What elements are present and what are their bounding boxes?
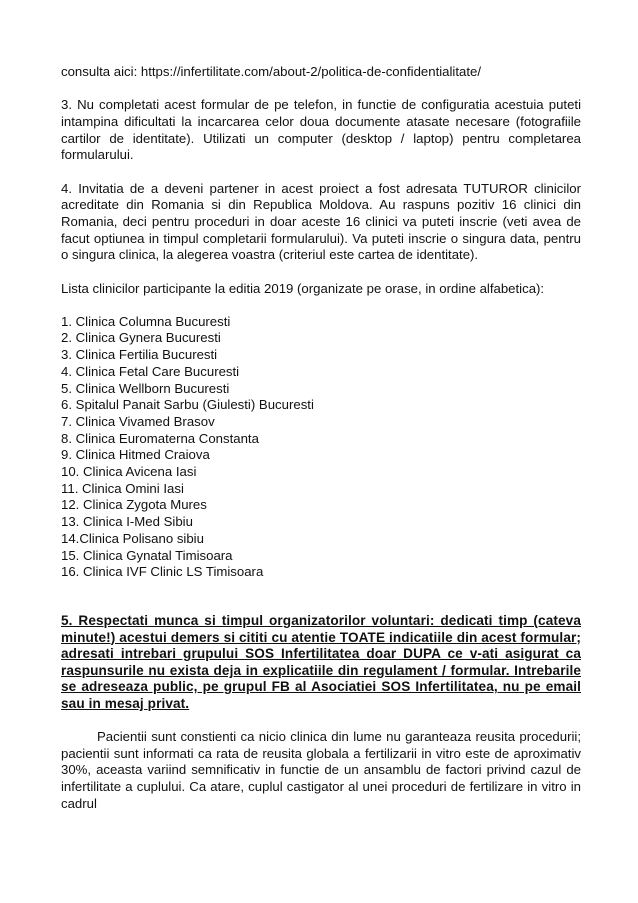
clinic-list-item: 10. Clinica Avicena Iasi	[61, 464, 197, 480]
clinic-list-item: 11. Clinica Omini Iasi	[61, 480, 184, 496]
clinic-list-item: 7. Clinica Vivamed Brasov	[61, 413, 215, 429]
clinic-list-item: 6. Spitalul Panait Sarbu (Giulesti) Bucuresti	[61, 397, 314, 413]
paragraph-5-notice: 5. Respectati munca si timpul organizatorilor voluntari: dedicati timp (cateva minute!) acestui demers si cititi cu atentie TOATE indicatiile din acest formular; adresati intrebari grupului SOS Infertilitatea doar DUPA ce v-ati asigurat ca raspunsurile nu exista deja in explicatiile din regulament / formular. Intrebarile se adreseaza public, pe grupul FB al Asociatiei SOS Infertilitatea, nu pe email sau in mesaj privat.	[61, 612, 581, 711]
privacy-link-line[interactable]: consulta aici: https://infertilitate.com/about-2/politica-de-confidentialitate/	[61, 64, 482, 79]
clinic-list-item: 14.Clinica Polisano sibiu	[61, 530, 204, 546]
clinic-list-item: 12. Clinica Zygota Mures	[61, 497, 207, 513]
clinic-list-item: 1. Clinica Columna Bucuresti	[61, 313, 231, 329]
clinic-list-item: 2. Clinica Gynera Bucuresti	[61, 330, 221, 346]
clinic-list-item: 15. Clinica Gynatal Timisoara	[61, 547, 233, 563]
clinic-list-item: 4. Clinica Fetal Care Bucuresti	[61, 363, 240, 379]
clinic-list-item: 9. Clinica Hitmed Craiova	[61, 447, 210, 463]
clinic-list-intro: Lista clinicilor participante la editia 2019 (organizate pe orase, in ordine alfabetica):	[61, 280, 545, 296]
paragraph-4: 4. Invitatia de a deveni partener in acest proiect a fost adresata TUTUROR clinicilor acreditate din Romania si din Republica Moldova. Au raspuns pozitiv 16 clinici din Romania, deci pentru proceduri in doar aceste 16 clinici va puteti inscrie (veti avea de facut optiunea in timpul completarii formularului). Va puteti inscrie o singura data, pentru o singura clinica, la alegerea voastra (criteriul este cartea de identitate).	[61, 180, 581, 263]
clinic-list-item: 13. Clinica I-Med Sibiu	[61, 514, 193, 530]
closing-paragraph: Pacientii sunt constienti ca nicio clinica din lume nu garanteaza reusita procedurii; pacientii sunt informati ca rata de reusita globala a fertilizarii in vitro este de aproximativ 30%, aceasta variind semnificativ in functie de un ansamblu de factori privind cazul de infertilitate a cuplului. Ca atare, cuplul castigator al unei proceduri de fertilizare in vitro in cadrul	[61, 729, 581, 811]
paragraph-3: 3. Nu completati acest formular de pe telefon, in functie de configuratia acestuia puteti intampina dificultati la incarcarea celor doua documente atasate necesare (fotografiile cartilor de identitate). Utilizati un computer (desktop / laptop) pentru completarea formularului.	[61, 97, 581, 163]
clinic-list-item: 3. Clinica Fertilia Bucuresti	[61, 347, 218, 363]
clinic-list-item: 5. Clinica Wellborn Bucuresti	[61, 380, 230, 396]
clinic-list	[61, 314, 581, 581]
clinic-list-item: 8. Clinica Euromaterna Constanta	[61, 430, 259, 446]
clinic-list-item: 16. Clinica IVF Clinic LS Timisoara	[61, 564, 264, 580]
